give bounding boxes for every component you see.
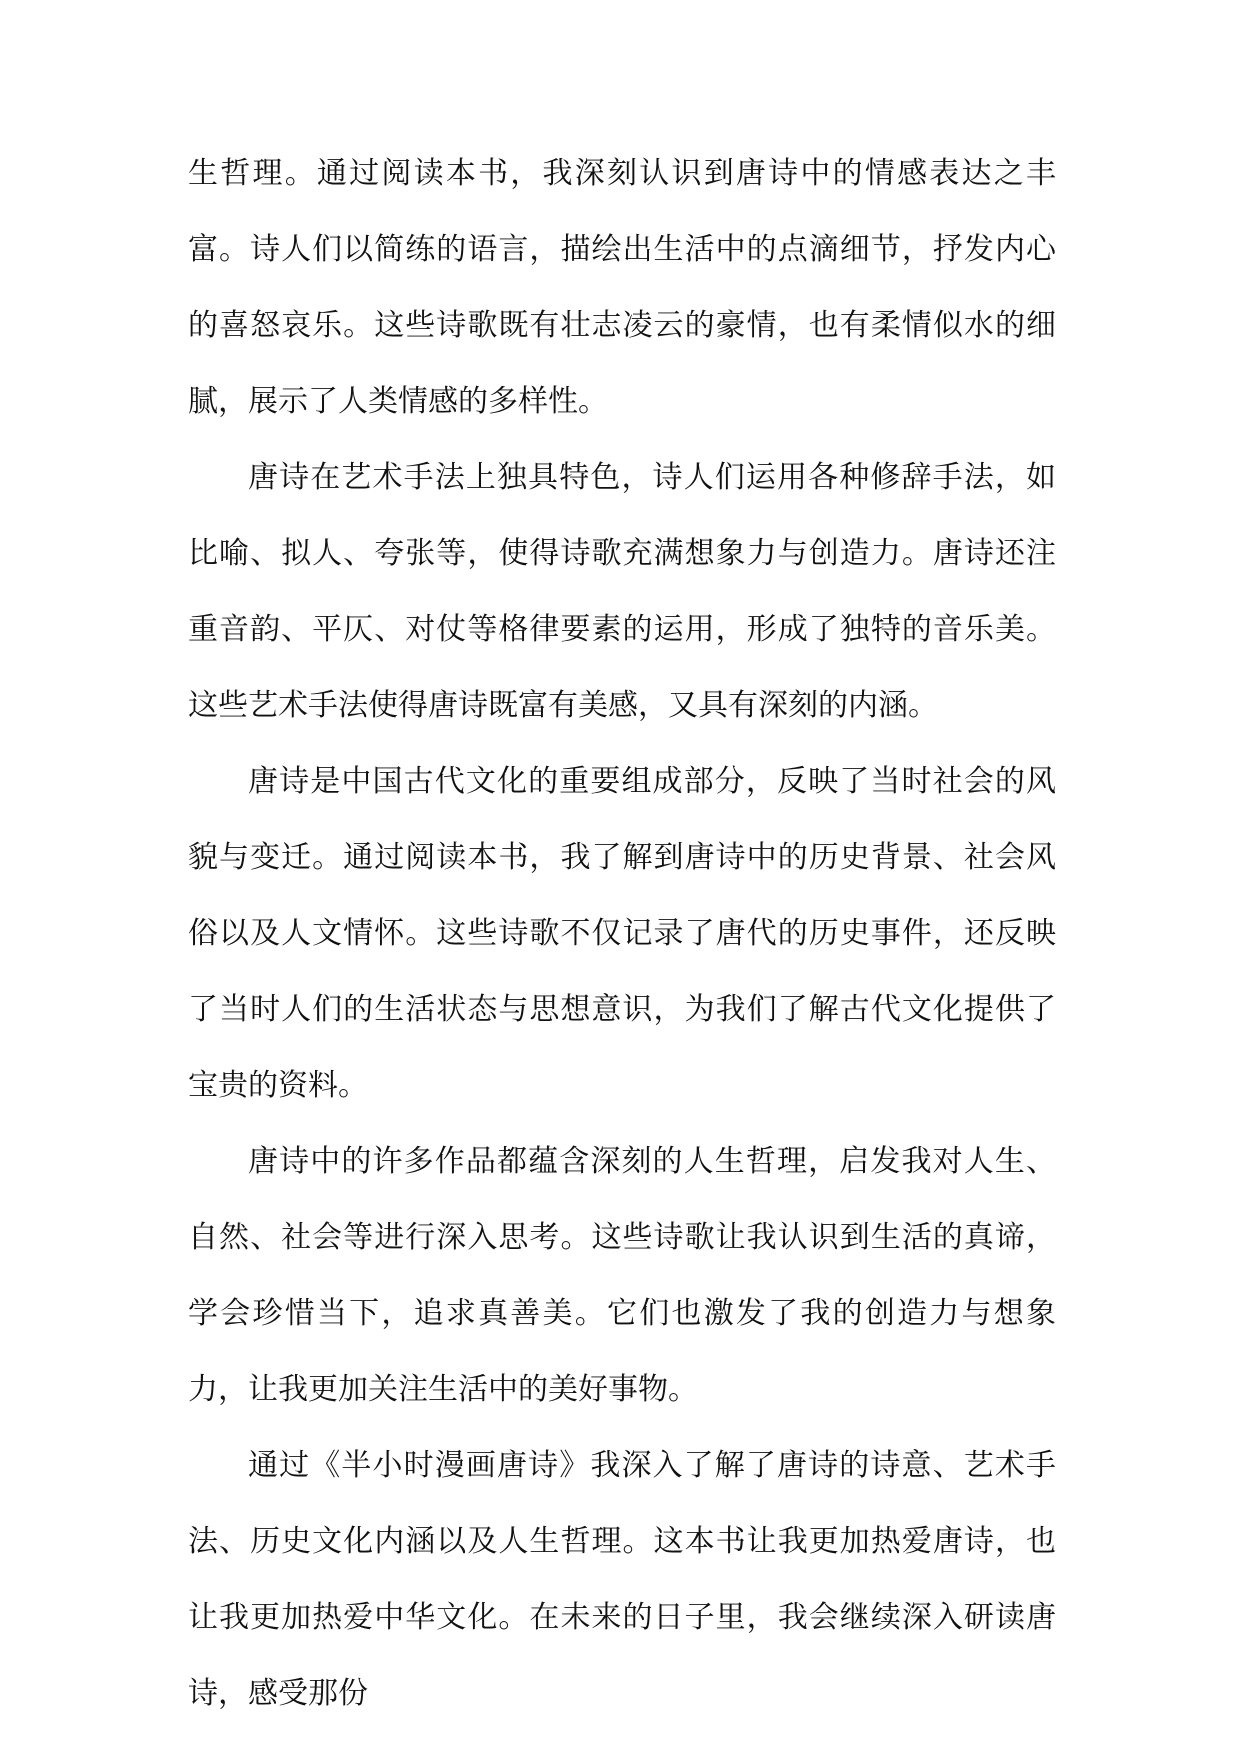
document-body: [188, 136, 1056, 1732]
paragraph-1: 生哲理。通过阅读本书，我深刻认识到唐诗中的情感表达之丰富。诗人们以简练的语言，描绘出生活中的点滴细节，抒发内心的喜怒哀乐。这些诗歌既有壮志凌云的豪情，也有柔情似水的细腻，展示了人类情感的多样性。: [188, 156, 1056, 419]
paragraph-2: 唐诗在艺术手法上独具特色，诗人们运用各种修辞手法，如比喻、拟人、夸张等，使得诗歌充满想象力与创造力。唐诗还注重音韵、平仄、对仗等格律要素的运用，形成了独特的音乐美。这些艺术手法使得唐诗既富有美感，又具有深刻的内涵。: [188, 460, 1056, 723]
paragraph-4: 唐诗中的许多作品都蕴含深刻的人生哲理，启发我对人生、自然、社会等进行深入思考。这些诗歌让我认识到生活的真谛，学会珍惜当下，追求真善美。它们也激发了我的创造力与想象力，让我更加关注生活中的美好事物。: [188, 1144, 1056, 1407]
paragraph-3: 唐诗是中国古代文化的重要组成部分，反映了当时社会的风貌与变迁。通过阅读本书，我了解到唐诗中的历史背景、社会风俗以及人文情怀。这些诗歌不仅记录了唐代的历史事件，还反映了当时人们的生活状态与思想意识，为我们了解古代文化提供了宝贵的资料。: [188, 764, 1056, 1103]
paragraph-5: 通过《半小时漫画唐诗》我深入了解了唐诗的诗意、艺术手法、历史文化内涵以及人生哲理。这本书让我更加热爱唐诗，也让我更加热爱中华文化。在未来的日子里，我会继续深入研读唐诗，感受那份: [188, 1448, 1056, 1711]
